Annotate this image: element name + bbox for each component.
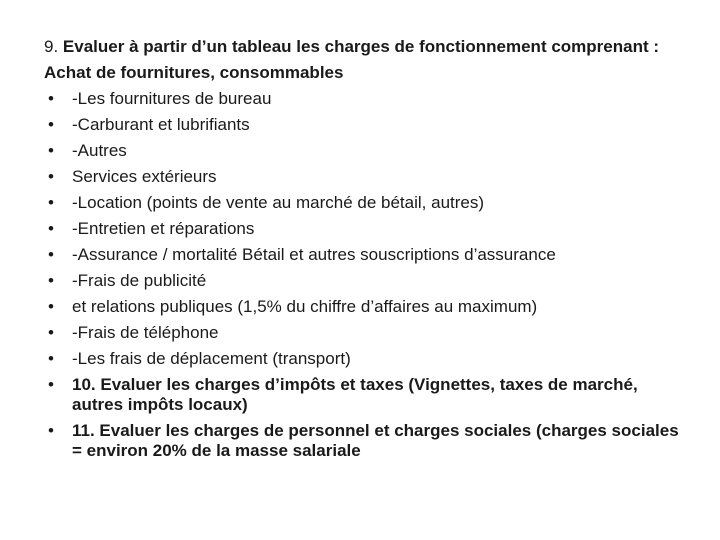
bullet-icon: • <box>48 375 54 394</box>
list-item-text: Services extérieurs <box>72 167 217 186</box>
list-item <box>44 320 684 346</box>
heading-number: 9. <box>44 37 59 56</box>
list-item-text: -Frais de publicité <box>72 271 207 290</box>
slide-content <box>44 34 684 464</box>
list-item-text: -Les fournitures de bureau <box>72 89 272 108</box>
list-item-text: -Carburant et lubrifiants <box>72 115 250 134</box>
list-item-text: -Location (points de vente au marché de bétail, autres) <box>72 193 485 212</box>
list-item <box>44 294 684 320</box>
bullet-icon: • <box>48 89 54 108</box>
bullet-icon: • <box>48 167 54 186</box>
list-item <box>44 86 684 112</box>
list-item-text: -Entretien et réparations <box>72 219 255 238</box>
list-item <box>44 346 684 372</box>
bullet-icon: • <box>48 297 54 316</box>
list-item-text: -Autres <box>72 141 127 160</box>
bullet-icon: • <box>48 323 54 342</box>
list-item <box>44 216 684 242</box>
list-item-text: -Frais de téléphone <box>72 323 219 342</box>
list-item-text: 11. Evaluer les charges de personnel et charges sociales (charges sociales = environ 20% de la masse salariale <box>72 421 679 460</box>
list-item <box>44 190 684 216</box>
list-item-text: 10. Evaluer les charges d’impôts et taxes (Vignettes, taxes de marché, autres impôts locaux) <box>72 375 638 414</box>
heading <box>44 34 684 86</box>
bullet-icon: • <box>48 421 54 440</box>
bullet-icon: • <box>48 349 54 368</box>
list-item <box>44 164 684 190</box>
list-item-text: -Assurance / mortalité Bétail et autres souscriptions d’assurance <box>72 245 556 264</box>
list-item-text: -Les frais de déplacement (transport) <box>72 349 351 368</box>
list-item <box>44 372 684 418</box>
list-item <box>44 112 684 138</box>
heading-text: Evaluer à partir d’un tableau les charges de fonctionnement comprenant : Achat de fournitures, consommables <box>44 37 660 82</box>
bullet-icon: • <box>48 141 54 160</box>
bullet-icon: • <box>48 219 54 238</box>
list-item <box>44 418 684 464</box>
list-item <box>44 268 684 294</box>
list-item <box>44 138 684 164</box>
bullet-icon: • <box>48 245 54 264</box>
bullet-icon: • <box>48 271 54 290</box>
bullet-icon: • <box>48 193 54 212</box>
bullet-list <box>44 86 684 464</box>
list-item <box>44 242 684 268</box>
bullet-icon: • <box>48 115 54 134</box>
list-item-text: et relations publiques (1,5% du chiffre d’affaires au maximum) <box>72 297 538 316</box>
